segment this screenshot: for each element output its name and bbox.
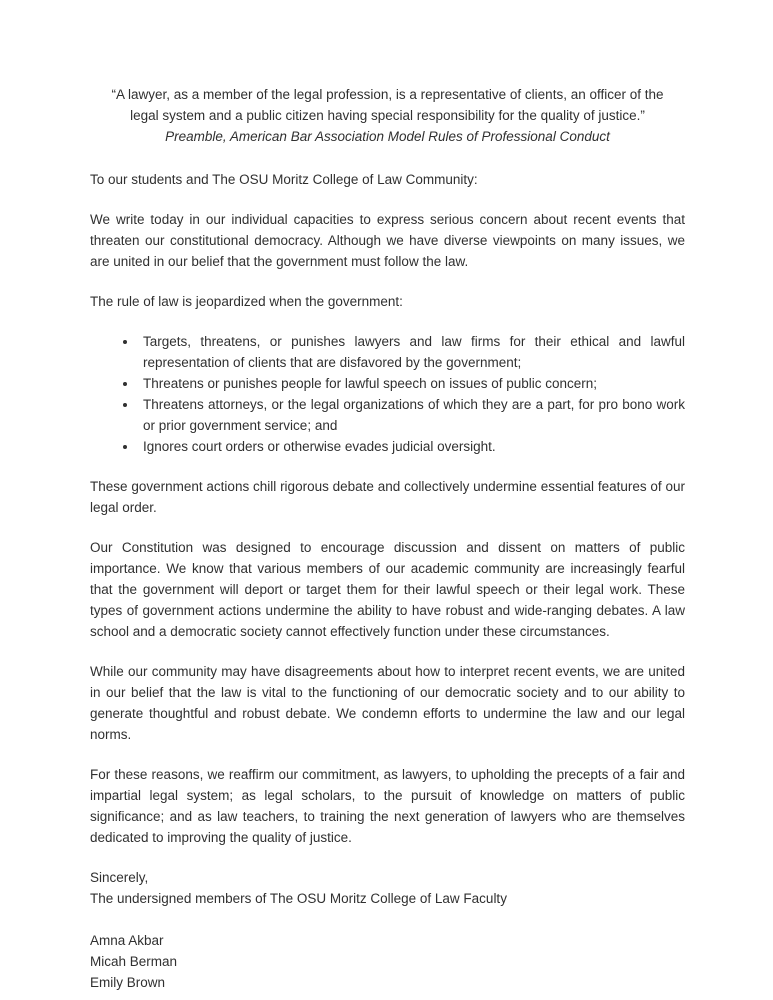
list-item: • Threatens attorneys, or the legal organizations of which they are a part, for pro bono work or prior government service; and — [138, 394, 685, 436]
signatory-name: Micah Berman — [90, 954, 178, 969]
salutation: To our students and The OSU Moritz College of Law Community: — [90, 172, 478, 187]
paragraph-united: While our community may have disagreements about how to interpret recent events, we are united in our belief that the law is vital to the functioning of our democratic society and to our ability to generate thoughtful and robust debate. We condemn efforts to undermine the law and our legal norms. — [90, 664, 685, 742]
paragraph-chill: These government actions chill rigorous debate and collectively undermine essential features of our legal order. — [90, 479, 685, 515]
quote-line-2: legal system and a public citizen having special responsibility for the quality of justice.” — [130, 108, 645, 123]
signatory-name: Emily Brown — [90, 975, 166, 990]
list-item: • Targets, threatens, or punishes lawyers and law firms for their ethical and lawful representation of clients that are disfavored by the government; — [138, 331, 685, 373]
signatory-name: Amna Akbar — [90, 933, 164, 948]
quote-attribution: Preamble, American Bar Association Model Rules of Professional Conduct — [165, 129, 610, 144]
paragraph-concern: We write today in our individual capacities to express serious concern about recent events that threaten our constitutional democracy. Although we have diverse viewpoints on many issues, we are united in our belief that the government must follow the law. — [90, 212, 685, 269]
closing-sincerely: Sincerely, — [90, 870, 149, 885]
list-item: • Threatens or punishes people for lawful speech on issues of public concern; — [138, 373, 685, 394]
signatories-block — [90, 930, 685, 993]
closing-block — [90, 867, 685, 909]
quote-line-1: “A lawyer, as a member of the legal profession, is a representative of clients, an officer of the — [111, 87, 664, 102]
list-intro: The rule of law is jeopardized when the government: — [90, 294, 403, 309]
rule-of-law-list — [90, 331, 685, 457]
closing-undersigned: The undersigned members of The OSU Moritz College of Law Faculty — [90, 891, 507, 906]
paragraph-reaffirm: For these reasons, we reaffirm our commitment, as lawyers, to upholding the precepts of a fair and impartial legal system; as legal scholars, to the pursuit of knowledge on matters of public significance; and as law teachers, to training the next generation of lawyers who are themselves dedicated to improving the quality of justice. — [90, 767, 685, 845]
list-item: • Ignores court orders or otherwise evades judicial oversight. — [138, 436, 685, 457]
quote-block — [90, 84, 685, 147]
paragraph-constitution: Our Constitution was designed to encourage discussion and dissent on matters of public importance. We know that various members of our academic community are increasingly fearful that the government will deport or target them for their lawful speech or their legal work. These types of government actions undermine the ability to have robust and wide-ranging debates. A law school and a democratic society cannot effectively function under these circumstances. — [90, 540, 685, 639]
